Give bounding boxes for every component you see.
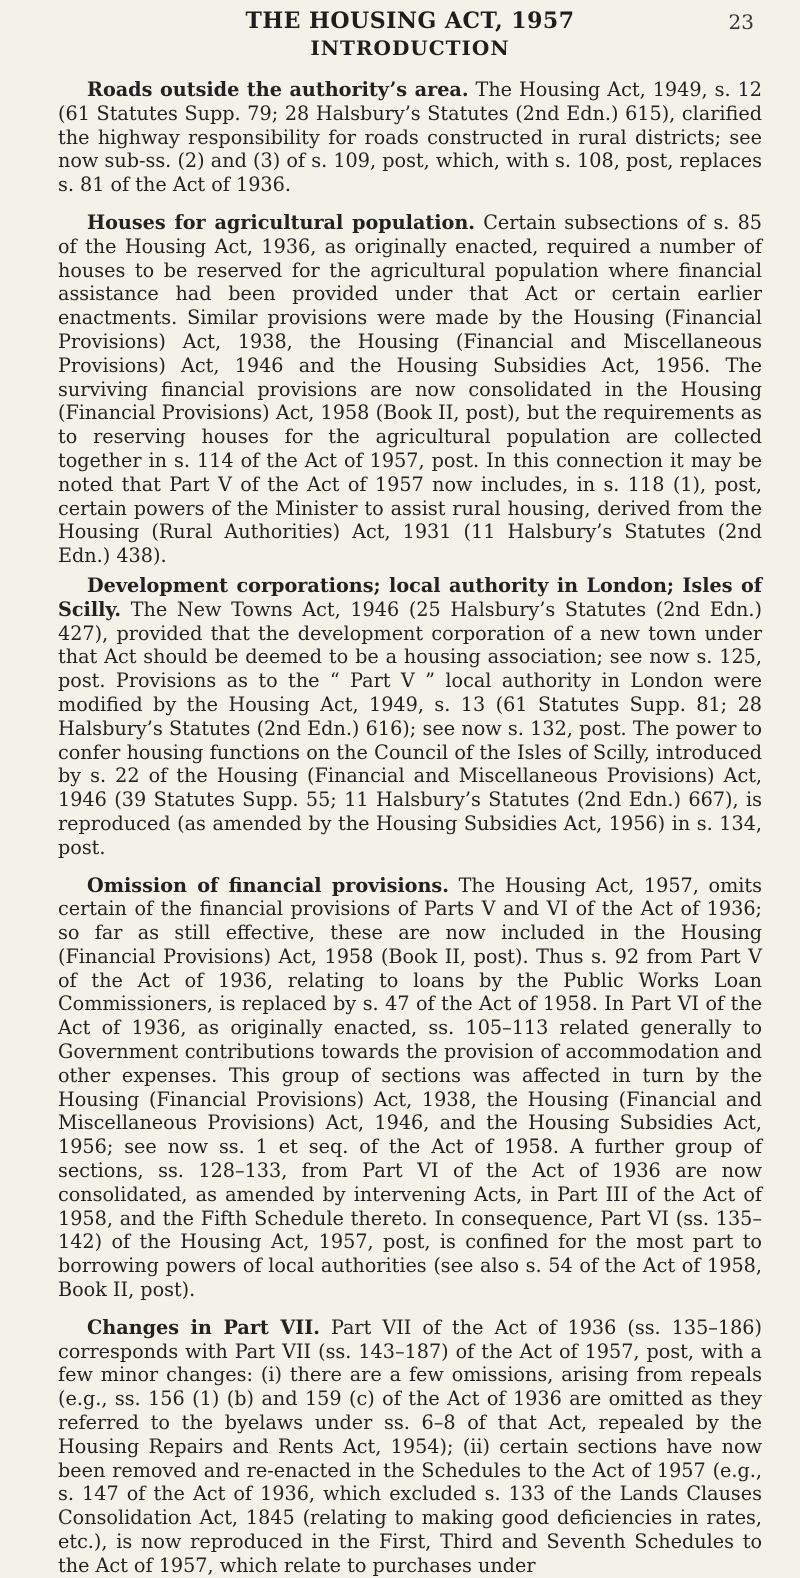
section-heading: Houses for agricultural population. — [87, 210, 475, 234]
section-financial-omission — [58, 874, 762, 1302]
section-roads — [58, 78, 762, 197]
page-number: 23 — [728, 10, 754, 34]
section-body: The Housing Act, 1957, omits certain of the financial provisions of Parts V and VI of the Act of 1936; so far as still effective, these are now included in the Housing (Financial Provisions) Act, 1958 (Book II, post). Thus s. 92 from Part V of the Act of 1936, relating to loans by the Public Works Loan Commissioners, is replaced by s. 47 of the Act of 1958. In Part VI of the Act of 1936, as originally enacted, ss. 105–113 related generally to Government contributions towards the provision of accommodation and other expenses. This group of sections was affected in turn by the Housing (Financial Provisions) Act, 1938, the Housing (Financial and Miscellaneous Provisions) Act, 1946, and the Housing Subsidies Act, 1956; see now ss. 1 et seq. of the Act of 1958. A further group of sections, ss. 128–133, from Part VI of the Act of 1936 are now consolidated, as amended by intervening Acts, in Part III of the Act of 1958, and the Fifth Schedule thereto. In consequence, Part VI (ss. 135–142) of the Housing Act, 1957, post, is confined for the most part to borrowing powers of local authorities (see also s. 54 of the Act of 1958, Book II, post). — [58, 873, 762, 1302]
section-heading: Development corporations; local authority in London; Isles of Scilly. — [58, 573, 762, 621]
section-heading: Omission of financial provisions. — [87, 873, 449, 897]
page-header-subtitle: INTRODUCTION — [310, 36, 510, 60]
section-body: The New Towns Act, 1946 (25 Halsbury’s Statutes (2nd Edn.) 427), provided that the development corporation of a new town under that Act should be deemed to be a housing association; see now s. 125, post. Provisions as to the “ Part V ” local authority in London were modified by the Housing Act, 1949, s. 13 (61 Statutes Supp. 81; 28 Halsbury’s Statutes (2nd Edn.) 616); see now s. 132, post. The power to confer housing functions on the Council of the Isles of Scilly, introduced by s. 22 of the Housing (Financial and Miscellaneous Provisions) Act, 1946 (39 Statutes Supp. 55; 11 Halsbury’s Statutes (2nd Edn.) 667), is reproduced (as amended by the Housing Subsidies Act, 1956) in s. 134, post. — [58, 597, 762, 859]
section-heading: Changes in Part VII. — [87, 1315, 320, 1339]
page-header-title: THE HOUSING ACT, 1957 — [245, 8, 575, 34]
section-body: Certain subsections of s. 85 of the Housing Act, 1936, as originally enacted, required a number of houses to be reserved for the agricultural population where financial assistance had been provided under that Act or certain earlier enactments. Similar provisions were made by the Housing (Financial Provisions) Act, 1938, the Housing (Financial and Miscellaneous Provisions) Act, 1946 and the Housing Subsidies Act, 1956. The surviving financial provisions are now consolidated in the Housing (Financial Provisions) Act, 1958 (Book II, post), but the requirements as to reserving houses for the agricultural population are collected together in s. 114 of the Act of 1957, post. In this connection it may be noted that Part V of the Act of 1957 now includes, in s. 118 (1), post, certain powers of the Minister to assist rural housing, derived from the Housing (Rural Authorities) Act, 1931 (11 Halsbury’s Statutes (2nd Edn.) 438). — [58, 210, 762, 568]
running-head — [58, 0, 762, 78]
section-part-vii-changes — [58, 1316, 762, 1578]
section-development-corporations — [58, 574, 762, 860]
section-agricultural-houses — [58, 211, 762, 568]
section-body: The Housing Act, 1949, s. 12 (61 Statutes Supp. 79; 28 Halsbury’s Statutes (2nd Edn.) 615), clarified the highway responsibility for roads constructed in rural districts; see now sub-ss. (2) and (3) of s. 109, post, which, with s. 108, post, replaces s. 81 of the Act of 1936. — [58, 78, 762, 197]
section-body: Part VII of the Act of 1936 (ss. 135–186) corresponds with Part VII (ss. 143–187) of the Act of 1957, post, with a few minor changes: (i) there are a few omissions, arising from repeals (e.g., ss. 156 (1) (b) and 159 (c) of the Act of 1936 are omitted as they referred to the byelaws under ss. 6–8 of that Act, repealed by the Housing Repairs and Rents Act, 1954); (ii) certain sections have now been removed and re-enacted in the Schedules to the Act of 1957 (e.g., s. 147 of the Act of 1936, which excluded s. 133 of the Lands Clauses Consolidation Act, 1845 (relating to making good deficiencies in rates, etc.), is now reproduced in the First, Third and Seventh Schedules to the Act of 1957, which relate to purchases under — [58, 1315, 762, 1577]
section-heading: Roads outside the authority’s area. — [87, 78, 469, 101]
